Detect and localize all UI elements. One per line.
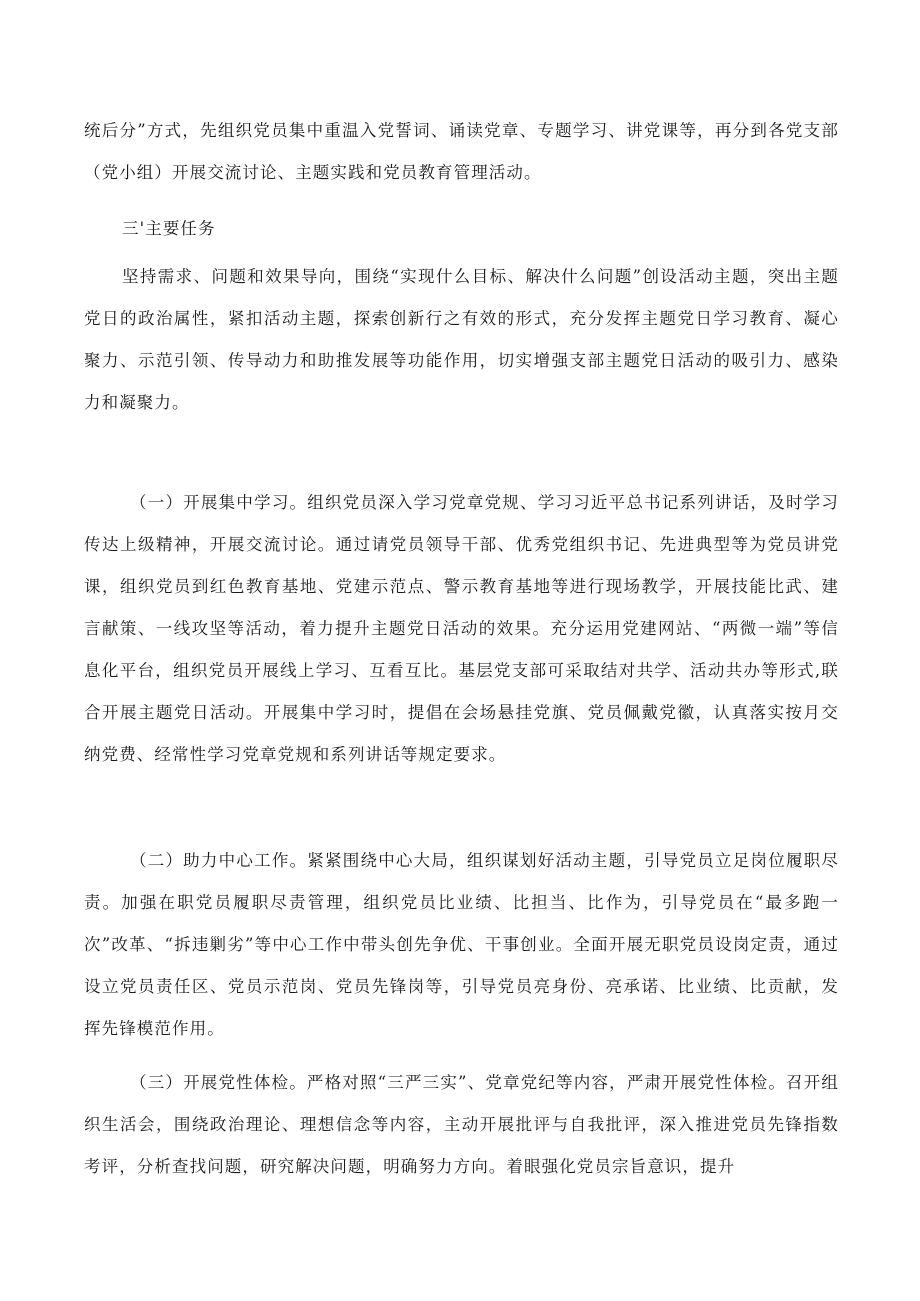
paragraph-task-1 <box>84 482 839 776</box>
paragraph-text: （二）助力中心工作。紧紧围绕中心大局，组织谋划好活动主题，引导党员立足岗位履职尽责。加强在职党员履职尽责管理，组织党员比业绩、比担当、比作为，引导党员在“最多跑一次”改革、“拆违剿劣”等中心工作中带头创先争优、干事创业。全面开展无职党员设岗定责，通过设立党员责任区、党员示范岗、党员先锋岗等，引导党员亮身份、亮承诺、比业绩、比贡献，发挥先锋模范作用。 <box>84 851 839 1038</box>
paragraph-text: （一）开展集中学习。组织党员深入学习党章党规、学习习近平总书记系列讲话，及时学习传达上级精神，开展交流讨论。通过请党员领导干部、优秀党组织书记、先进典型等为党员讲党课，组织党员到红色教育基地、党建示范点、警示教育基地等进行现场教学，开展技能比武、建言献策、一线攻坚等活动，着力提升主题党日活动的效果。充分运用党建网站、“两微一端”等信息化平台，组织党员开展线上学习、互看互比。基层党支部可采取结对共学、活动共办等形式,联合开展主题党日活动。开展集中学习时，提倡在会场悬挂党旗、党员佩戴党徽，认真落实按月交纳党费、经常性学习党章党规和系列讲话等规定要求。 <box>84 493 839 764</box>
paragraph-intro <box>84 256 839 424</box>
paragraph-continuation <box>84 110 839 194</box>
section-heading-text: 三'主要任务 <box>122 219 216 238</box>
paragraph-task-2 <box>84 840 839 1050</box>
paragraph-task-3 <box>84 1062 839 1188</box>
paragraph-text: 坚持需求、问题和效果导向，围绕“实现什么目标、解决什么问题”创设活动主题，突出主题党日的政治属性，紧扣活动主题，探索创新行之有效的形式，充分发挥主题党日学习教育、凝心聚力、示范引领、传导动力和助推发展等功能作用，切实增强支部主题党日活动的吸引力、感染力和凝聚力。 <box>84 267 839 412</box>
paragraph-text: （三）开展党性体检。严格对照“三严三实”、党章党纪等内容，严肃开展党性体检。召开组织生活会，围绕政治理论、理想信念等内容，主动开展批评与自我批评，深入推进党员先锋指数考评，分析查找问题，研究解决问题，明确努力方向。着眼强化党员宗旨意识，提升 <box>84 1073 839 1176</box>
section-heading-main-tasks <box>84 208 839 250</box>
paragraph-text: 统后分”方式，先组织党员集中重温入党誓词、诵读党章、专题学习、讲党课等，再分到各党支部（党小组）开展交流讨论、主题实践和党员教育管理活动。 <box>84 121 839 182</box>
